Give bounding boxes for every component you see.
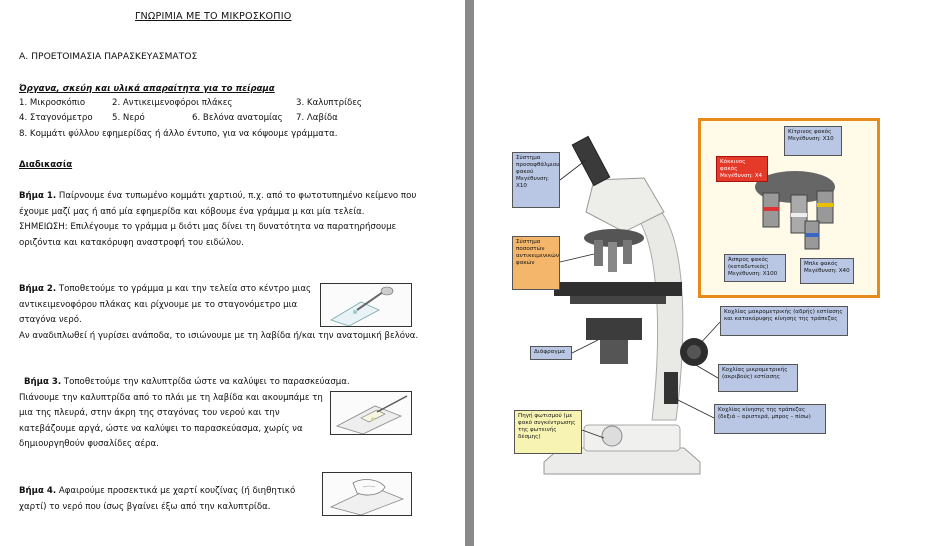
page-title: ΓΝΩΡΙΜΙΑ ΜΕ ΤΟ ΜΙΚΡΟΣΚΟΠΙΟ — [135, 11, 292, 22]
material-item: 1. Μικροσκόπιο — [19, 98, 86, 108]
step-1-line: οριζόντια και κατακόρυφη αναστροφή του ειδώλου. — [19, 238, 244, 248]
stage-knob-label: Κοχλίας κίνησης της τράπεζας (δεξιά – αριστερά, μπρος – πίσω) — [714, 404, 826, 434]
light-source-label: Πηγή φωτισμού (με φακό συγκέντρωσης της φωτεινής δέσμης) — [514, 410, 582, 454]
step-3-label: Βήμα 3. — [24, 377, 62, 387]
material-item: 8. Κομμάτι φύλλου εφημερίδας ή άλλο έντυπο, για να κόψουμε γράμματα. — [19, 129, 338, 139]
step-2-label: Βήμα 2. — [19, 284, 57, 294]
step-2-line: Αν αναδιπλωθεί ή γυρίσει ανάποδα, το ισιώνουμε με τη λαβίδα ή/και την ανατομική βελόνα. — [19, 331, 419, 341]
step-1-label: Βήμα 1. — [19, 191, 57, 201]
step-2-line: Βήμα 2. Τοποθετούμε το γράμμα μ και την τελεία στο κέντρο μιας — [19, 284, 312, 294]
material-item: 2. Αντικειμενοφόροι πλάκες — [112, 98, 233, 108]
eyepiece-label: Σύστημα προσοφθάλμιου φακού Μεγέθυνση: Χ10 — [512, 152, 560, 208]
step-4-line: Βήμα 4. Αφαιρούμε προσεκτικά με χαρτί κουζίνας (ή διηθητικό — [19, 486, 296, 496]
step-1-line: Βήμα 1. Παίρνουμε ένα τυπωμένο κομμάτι χαρτιού, π.χ. από το φωτοτυπημένο κείμενο που — [19, 191, 417, 201]
step-3-line: Βήμα 3. Τοποθετούμε την καλυπτρίδα ώστε να καλύψει το παρασκεύασμα. — [24, 377, 350, 387]
procedure-heading: Διαδικασία — [19, 160, 73, 170]
material-item: 4. Σταγονόμετρο — [19, 113, 93, 123]
section-a-heading: Α. ΠΡΟΕΤΟΙΜΑΣΙΑ ΠΑΡΑΣΚΕΥΑΣΜΑΤΟΣ — [19, 51, 198, 62]
document-right-page — [474, 0, 934, 546]
step-3-line: δημιουργηθούν φυσαλίδες αέρα. — [19, 439, 159, 449]
page-gutter — [465, 0, 474, 546]
step-1-line: έχουμε μαζί μας ή από μία εφημερίδα και κόβουμε ένα γράμμα μ και μία τελεία. — [19, 207, 365, 217]
step-1-note: ΣΗΜΕΙΩΣΗ: Επιλέγουμε το γράμμα μ διότι μας δίνει τη δυνατότητα να παρατηρήσουμε — [19, 222, 397, 232]
document-left-page — [0, 0, 465, 546]
objectives-label: Σύστημα ποσοστών αντικειμενικών φακών — [512, 236, 560, 290]
step-3-line: κατεβάζουμε αργά, ώστε να καλύψει το παρασκεύασμα, χωρίς να — [19, 424, 303, 434]
step-3-line: Πιάνουμε την καλυπτρίδα από το πλάι με τη λαβίδα και ακουμπάμε τη — [19, 393, 323, 403]
step-3-line: μια της πλευρά, στην άκρη της σταγόνας του νερού και την — [19, 408, 280, 418]
coarse-focus-knob-label: Κοχλίας μακρομετρικής (αδρής) εστίασης και κατακόρυφης κίνησης της τράπεζας — [720, 306, 848, 336]
fine-focus-knob-label: Κοχλίας μικρομετρικής (ακριβούς) εστίασης — [718, 364, 798, 392]
step-2-line: αντικειμενοφόρου πλάκας και ρίχνουμε με το σταγονόμετρο μια — [19, 300, 298, 310]
dropper-slide-illustration — [320, 283, 412, 327]
material-item: 6. Βελόνα ανατομίας — [192, 113, 283, 123]
coverslip-illustration — [330, 391, 412, 435]
yellow-lens-label: Κίτρινος φακός Μεγέθυνση: Χ10 — [784, 126, 842, 156]
material-item: 5. Νερό — [112, 113, 145, 123]
oil-lens-label: Άσπρος φακός (καταδυτικός) Μεγέθυνση: Χ100 — [724, 254, 786, 282]
material-item: 3. Καλυπτρίδες — [296, 98, 362, 108]
material-item: 7. Λαβίδα — [296, 113, 338, 123]
diaphragm-label: Διάφραγμα — [530, 346, 572, 360]
step-4-label: Βήμα 4. — [19, 486, 57, 496]
red-lens-label: Κόκκινος φακός Μεγέθυνση: Χ4 — [716, 156, 768, 182]
materials-heading: Όργανα, σκεύη και υλικά απαραίτητα για το πείραμα — [19, 84, 275, 94]
paper-towel-illustration — [322, 472, 412, 516]
blue-lens-label: Μπλε φακός Μεγέθυνση: Χ40 — [800, 258, 854, 284]
step-2-line: σταγόνα νερό. — [19, 315, 82, 325]
step-4-line: χαρτί) το νερό που ίσως βγαίνει έξω από την καλυπτρίδα. — [19, 502, 271, 512]
